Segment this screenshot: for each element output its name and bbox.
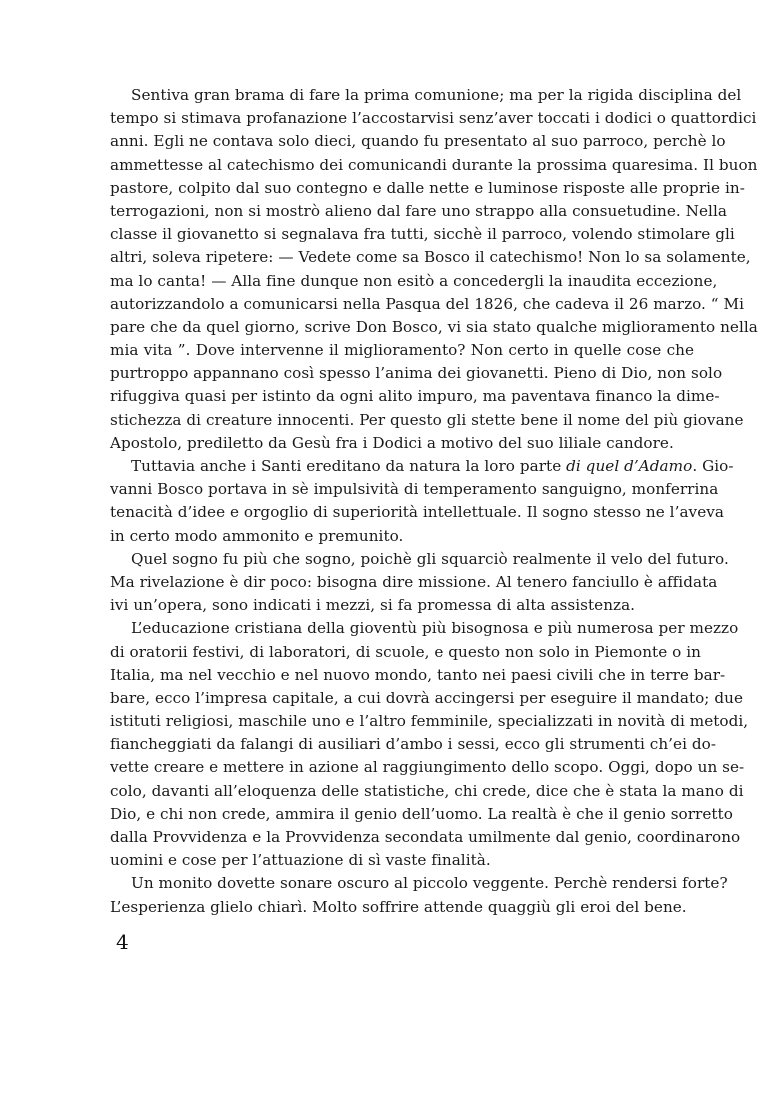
text-line — [110, 455, 734, 478]
text-line: terrogazioni, non si mostrò alieno dal fare uno strappo alla consuetudine. Nella — [110, 201, 727, 220]
text-line: Sentiva gran brama di fare la prima comunione; ma per la rigida disciplina del — [131, 86, 742, 104]
paragraph-dream-mission — [110, 548, 729, 618]
text-line: tenacità d’idee e orgoglio di superiorità intellettuale. Il sogno stesso ne l’aveva — [110, 503, 724, 522]
text-line: purtroppo appannano così spesso l’anima dei giovanetti. Pieno di Dio, non solo — [110, 364, 723, 383]
text-line: Quel sogno fu più che sogno, poichè gli squarciò realmente il velo del futuro. — [131, 549, 729, 568]
text-run: Tuttavia anche i Santi ereditano da natura la loro parte — [131, 457, 567, 475]
paragraph-warning — [110, 872, 728, 918]
text-line: L’educazione cristiana della gioventù più bisognosa e più numerosa per mezzo — [131, 619, 739, 638]
text-line: fiancheggiati da falangi di ausiliari d’ambo i sessi, ecco gli strumenti ch’ei do- — [110, 735, 717, 754]
text-line: di oratorii festivi, di laboratori, di scuole, e questo non solo in Piemonte o in — [110, 642, 701, 661]
text-line: Dio, e chi non crede, ammira il genio dell’uomo. La realtà è che il genio sorretto — [110, 804, 733, 823]
page-number: 4 — [116, 930, 129, 954]
text-line: rifuggiva quasi per istinto da ogni alito impuro, ma paventava financo la dime- — [110, 387, 720, 406]
text-line: classe il giovanetto si segnalava fra tutti, sicchè il parroco, volendo stimolare gli — [110, 225, 735, 244]
text-line: L’esperienza glielo chiarì. Molto soffrire attende quaggiù gli eroi del bene. — [110, 897, 687, 916]
text-line: autorizzandolo a comunicarsi nella Pasqua del 1826, che cadeva il 26 marzo. “ Mi — [110, 294, 745, 313]
text-line: colo, davanti all’eloquenza delle statistiche, chi crede, dice che è stata la mano di — [110, 781, 744, 800]
text-line: Italia, ma nel vecchio e nel nuovo mondo, tanto nei paesi civili che in terre bar- — [110, 665, 726, 684]
text-line: Ma rivelazione è dir poco: bisogna dire missione. Al tenero fanciullo è affidata — [110, 572, 718, 591]
text-line: pare che da quel giorno, scrive Don Bosco, vi sia stato qualche miglioramento nella — [110, 317, 758, 336]
paragraph-saints-nature — [110, 455, 734, 548]
text-line: ivi un’opera, sono indicati i mezzi, si fa promessa di alta assistenza. — [110, 596, 636, 615]
text-line: in certo modo ammonito e premunito. — [110, 526, 404, 545]
text-line: altri, soleva ripetere: — Vedete come sa Bosco il catechismo! Non lo sa solamente, — [110, 248, 751, 267]
text-line: pastore, colpito dal suo contegno e dalle nette e luminose risposte alle proprie in- — [110, 178, 745, 197]
text-line: uomini e cose per l’attuazione di sì vaste finalità. — [110, 851, 491, 870]
text-line: anni. Egli ne contava solo dieci, quando fu presentato al suo parroco, perchè lo — [110, 132, 726, 151]
text-line: ma lo canta! — Alla fine dunque non esitò a concedergli la inaudita eccezione, — [110, 271, 718, 290]
text-line: vanni Bosco portava in sè impulsività di temperamento sanguigno, monferrina — [110, 480, 719, 499]
text-line: stichezza di creature innocenti. Per questo gli stette bene il nome del più giovane — [110, 410, 744, 429]
text-line: bare, ecco l’impresa capitale, a cui dovrà accingersi per eseguire il mandato; due — [110, 688, 743, 707]
text-run: . Gio- — [692, 457, 734, 475]
text-line: mia vita ”. Dove intervenne il miglioramento? Non certo in quelle cose che — [110, 341, 694, 360]
italic-phrase: di quel d’Adamo — [566, 457, 693, 475]
text-line: Apostolo, prediletto da Gesù fra i Dodici a motivo del suo liliale candore. — [110, 433, 674, 452]
text-line: Un monito dovette sonare oscuro al piccolo veggente. Perchè rendersi forte? — [131, 874, 728, 893]
text-line: vette creare e mettere in azione al raggiungimento dello scopo. Oggi, dopo un se- — [110, 758, 745, 777]
text-line: dalla Provvidenza e la Provvidenza secondata umilmente dal genio, coordinarono — [110, 828, 741, 846]
body-text — [110, 84, 758, 919]
paragraph-christian-education — [110, 617, 749, 872]
text-line: istituti religiosi, maschile uno e l’altro femminile, specializzati in novità di metodi, — [110, 712, 749, 731]
text-line: tempo si stimava profanazione l’accostarvisi senz’aver toccati i dodici o quattordici — [110, 109, 757, 128]
text-line: ammettesse al catechismo dei comunicandi durante la prossima quaresima. Il buon — [110, 155, 758, 174]
paragraph-first-communion — [110, 84, 758, 455]
